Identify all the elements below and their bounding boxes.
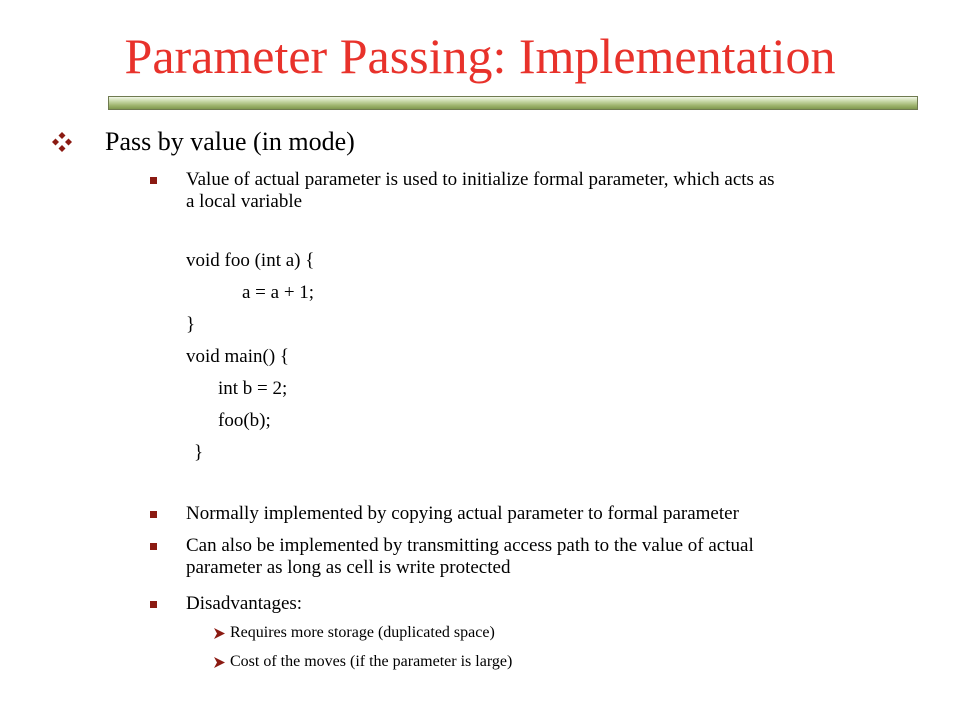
value-description-line2: a local variable — [186, 191, 303, 212]
title-underline-bar — [108, 96, 918, 110]
code-line-3: } — [186, 314, 196, 335]
code-line-4: void main() { — [186, 346, 290, 367]
square-bullet-icon — [150, 543, 157, 550]
access-path-line2: parameter as long as cell is write protected — [186, 557, 511, 578]
slide-title: Parameter Passing: Implementation — [124, 28, 836, 84]
arrowhead-bullet-icon — [213, 627, 226, 640]
arrowhead-bullet-icon — [213, 656, 226, 669]
disadvantages-heading: Disadvantages: — [186, 593, 303, 614]
disadvantage-item-2: Cost of the moves (if the parameter is large) — [230, 653, 513, 670]
diamond-bullet-icon — [50, 130, 74, 154]
code-line-1: void foo (int a) { — [186, 250, 315, 271]
square-bullet-icon — [150, 177, 157, 184]
code-line-6: foo(b); — [218, 410, 271, 431]
copying-point: Normally implemented by copying actual parameter to formal parameter — [186, 503, 739, 524]
code-line-2: a = a + 1; — [242, 282, 315, 303]
main-bullet-text: Pass by value (in mode) — [105, 127, 355, 156]
code-line-5: int b = 2; — [218, 378, 288, 399]
code-line-7: } — [194, 442, 204, 463]
square-bullet-icon — [150, 601, 157, 608]
square-bullet-icon — [150, 511, 157, 518]
disadvantage-item-1: Requires more storage (duplicated space) — [230, 624, 495, 641]
value-description-line1: Value of actual parameter is used to initialize formal parameter, which acts as — [186, 169, 775, 190]
access-path-line1: Can also be implemented by transmitting access path to the value of actual — [186, 535, 754, 556]
